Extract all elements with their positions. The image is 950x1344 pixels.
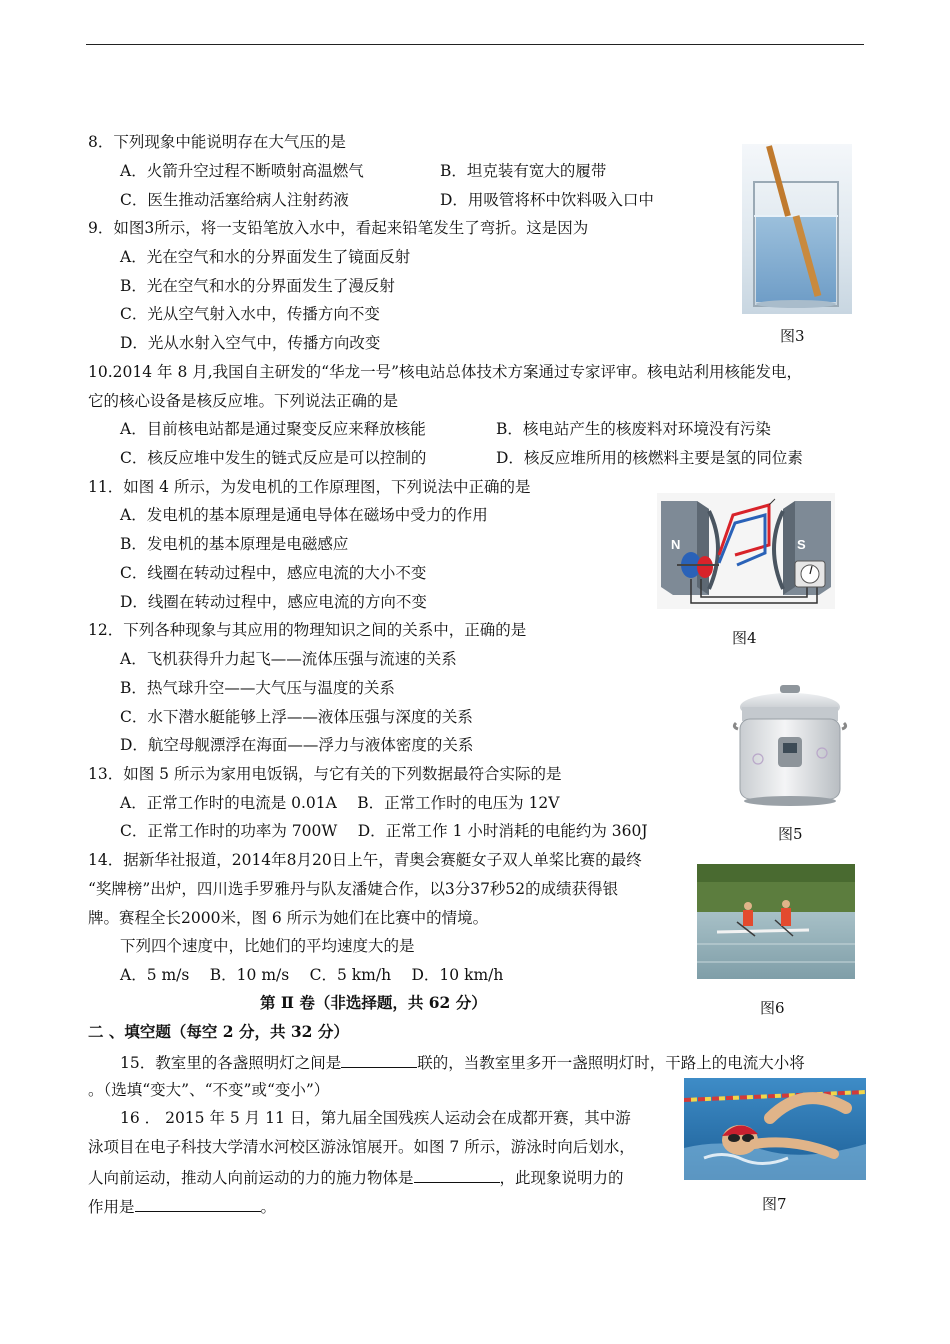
figure-3-caption: 图3 (780, 327, 805, 345)
q10-option-a: A．目前核电站都是通过聚变反应来释放核能 (120, 420, 426, 438)
q8-stem: 8．下列现象中能说明存在大气压的是 (88, 133, 346, 151)
q14-line1: 14．据新华社报道，2014年8月20日上午，青奥会赛艇女子双人单桨比赛的最终 (88, 851, 642, 869)
q16-line1: 16 ． 2015 年 5 月 11 日，第九届全国残疾人运动会在成都开赛，其中游 (120, 1109, 631, 1127)
q14-options: A．5 m/s B．10 m/s C．5 km/h D．10 km/h (120, 966, 504, 984)
figure-7-swimmer-photo (684, 1078, 866, 1180)
figure-4-generator-diagram (657, 493, 835, 609)
figure-6-caption: 图6 (760, 999, 785, 1017)
q11-option-d: D．线圈在转动过程中，感应电流的方向不变 (120, 593, 427, 611)
figure-5-caption: 图5 (778, 825, 803, 843)
q10-stem-line1: 10.2014 年 8 月,我国自主研发的“华龙一号”核电站总体技术方案通过专家评审。核电站利用核能发电， (88, 363, 803, 381)
part-2-heading: 二 、填空题（每空 2 分，共 32 分） (88, 1022, 349, 1041)
q10-option-c: C．核反应堆中发生的链式反应是可以控制的 (120, 449, 427, 467)
q13-options-cd: C．正常工作时的功率为 700W D．正常工作 1 小时消耗的电能约为 360J (120, 822, 648, 840)
q11-stem: 11．如图 4 所示，为发电机的工作原理图，下列说法中正确的是 (88, 478, 531, 496)
figure-7-caption: 图7 (762, 1195, 787, 1213)
q9-stem: 9．如图3所示，将一支铅笔放入水中，看起来铅笔发生了弯折。这是因为 (88, 219, 589, 237)
q15-line2: 。（选填“变大”、“不变”或“变小”） (88, 1081, 330, 1099)
q9-option-b: B．光在空气和水的分界面发生了漫反射 (120, 277, 395, 295)
q16-line3 (88, 1166, 624, 1188)
q10-stem-line2: 它的核心设备是核反应堆。下列说法正确的是 (88, 392, 399, 410)
q13-stem: 13．如图 5 所示为家用电饭锅，与它有关的下列数据最符合实际的是 (88, 765, 562, 783)
fig4-south-label: S (797, 537, 806, 552)
fig4-north-label: N (671, 537, 681, 552)
q11-option-a: A．发电机的基本原理是通电导体在磁场中受力的作用 (120, 506, 488, 524)
figure-6-rowing-photo (697, 864, 855, 979)
q15-text-a: 15．教室里的各盏照明灯之间是 (120, 1054, 342, 1072)
q14-line2: “奖牌榜”出炉，四川选手罗雅丹与队友潘婕合作，以3分37秒52的成绩获得银 (88, 880, 619, 898)
q10-option-b: B．核电站产生的核废料对环境没有污染 (496, 420, 771, 438)
q9-option-c: C．光从空气射入水中，传播方向不变 (120, 305, 380, 323)
q16-text-b: ，此现象说明力的 (499, 1169, 624, 1187)
q12-option-d: D．航空母舰漂浮在海面——浮力与液体密度的关系 (120, 736, 474, 754)
q16-text-d: 。 (260, 1198, 277, 1216)
q8-option-b: B．坦克装有宽大的履带 (440, 162, 607, 180)
q13-options-ab: A．正常工作时的电流是 0.01A B．正常工作时的电压为 12V (120, 794, 560, 812)
q8-option-d: D．用吸管将杯中饮料吸入口中 (440, 191, 654, 209)
section-2-title: 第 Ⅱ 卷（非选择题，共 62 分） (260, 993, 487, 1012)
q16-text-a: 人向前运动，推动人向前运动的力的施力物体是 (88, 1169, 414, 1187)
q12-option-c: C．水下潜水艇能够上浮——液体压强与深度的关系 (120, 708, 473, 726)
q16-blank-2[interactable] (135, 1195, 261, 1212)
q15-text-b: 联的，当教室里多开一盏照明灯时，干路上的电流大小将 (417, 1054, 805, 1072)
figure-4-caption: 图4 (732, 629, 757, 647)
q9-option-a: A．光在空气和水的分界面发生了镜面反射 (120, 248, 411, 266)
q8-option-a: A．火箭升空过程不断喷射高温燃气 (120, 162, 364, 180)
figure-3-pencil-in-water (742, 144, 852, 314)
figure-5-rice-cooker (728, 683, 852, 809)
q16-line4 (88, 1195, 276, 1217)
q11-option-c: C．线圈在转动过程中，感应电流的大小不变 (120, 564, 427, 582)
q16-blank-1[interactable] (414, 1166, 500, 1183)
q12-option-a: A．飞机获得升力起飞——流体压强与流速的关系 (120, 650, 457, 668)
header-rule (86, 44, 864, 45)
q16-line2: 泳项目在电子科技大学清水河校区游泳馆展开。如图 7 所示，游泳时向后划水， (88, 1138, 635, 1156)
q12-stem: 12．下列各种现象与其应用的物理知识之间的关系中，正确的是 (88, 621, 527, 639)
q15-line1 (120, 1051, 805, 1073)
q8-option-c: C．医生推动活塞给病人注射药液 (120, 191, 349, 209)
q14-line4: 下列四个速度中，比她们的平均速度大的是 (120, 937, 415, 955)
q12-option-b: B．热气球升空——大气压与温度的关系 (120, 679, 395, 697)
q9-option-d: D．光从水射入空气中，传播方向改变 (120, 334, 381, 352)
q15-blank-1[interactable] (341, 1051, 417, 1068)
q16-text-c: 作用是 (88, 1198, 135, 1216)
q10-option-d: D．核反应堆所用的核燃料主要是氢的同位素 (496, 449, 803, 467)
q14-line3: 牌。赛程全长2000米，图 6 所示为她们在比赛中的情境。 (88, 909, 489, 927)
q11-option-b: B．发电机的基本原理是电磁感应 (120, 535, 349, 553)
